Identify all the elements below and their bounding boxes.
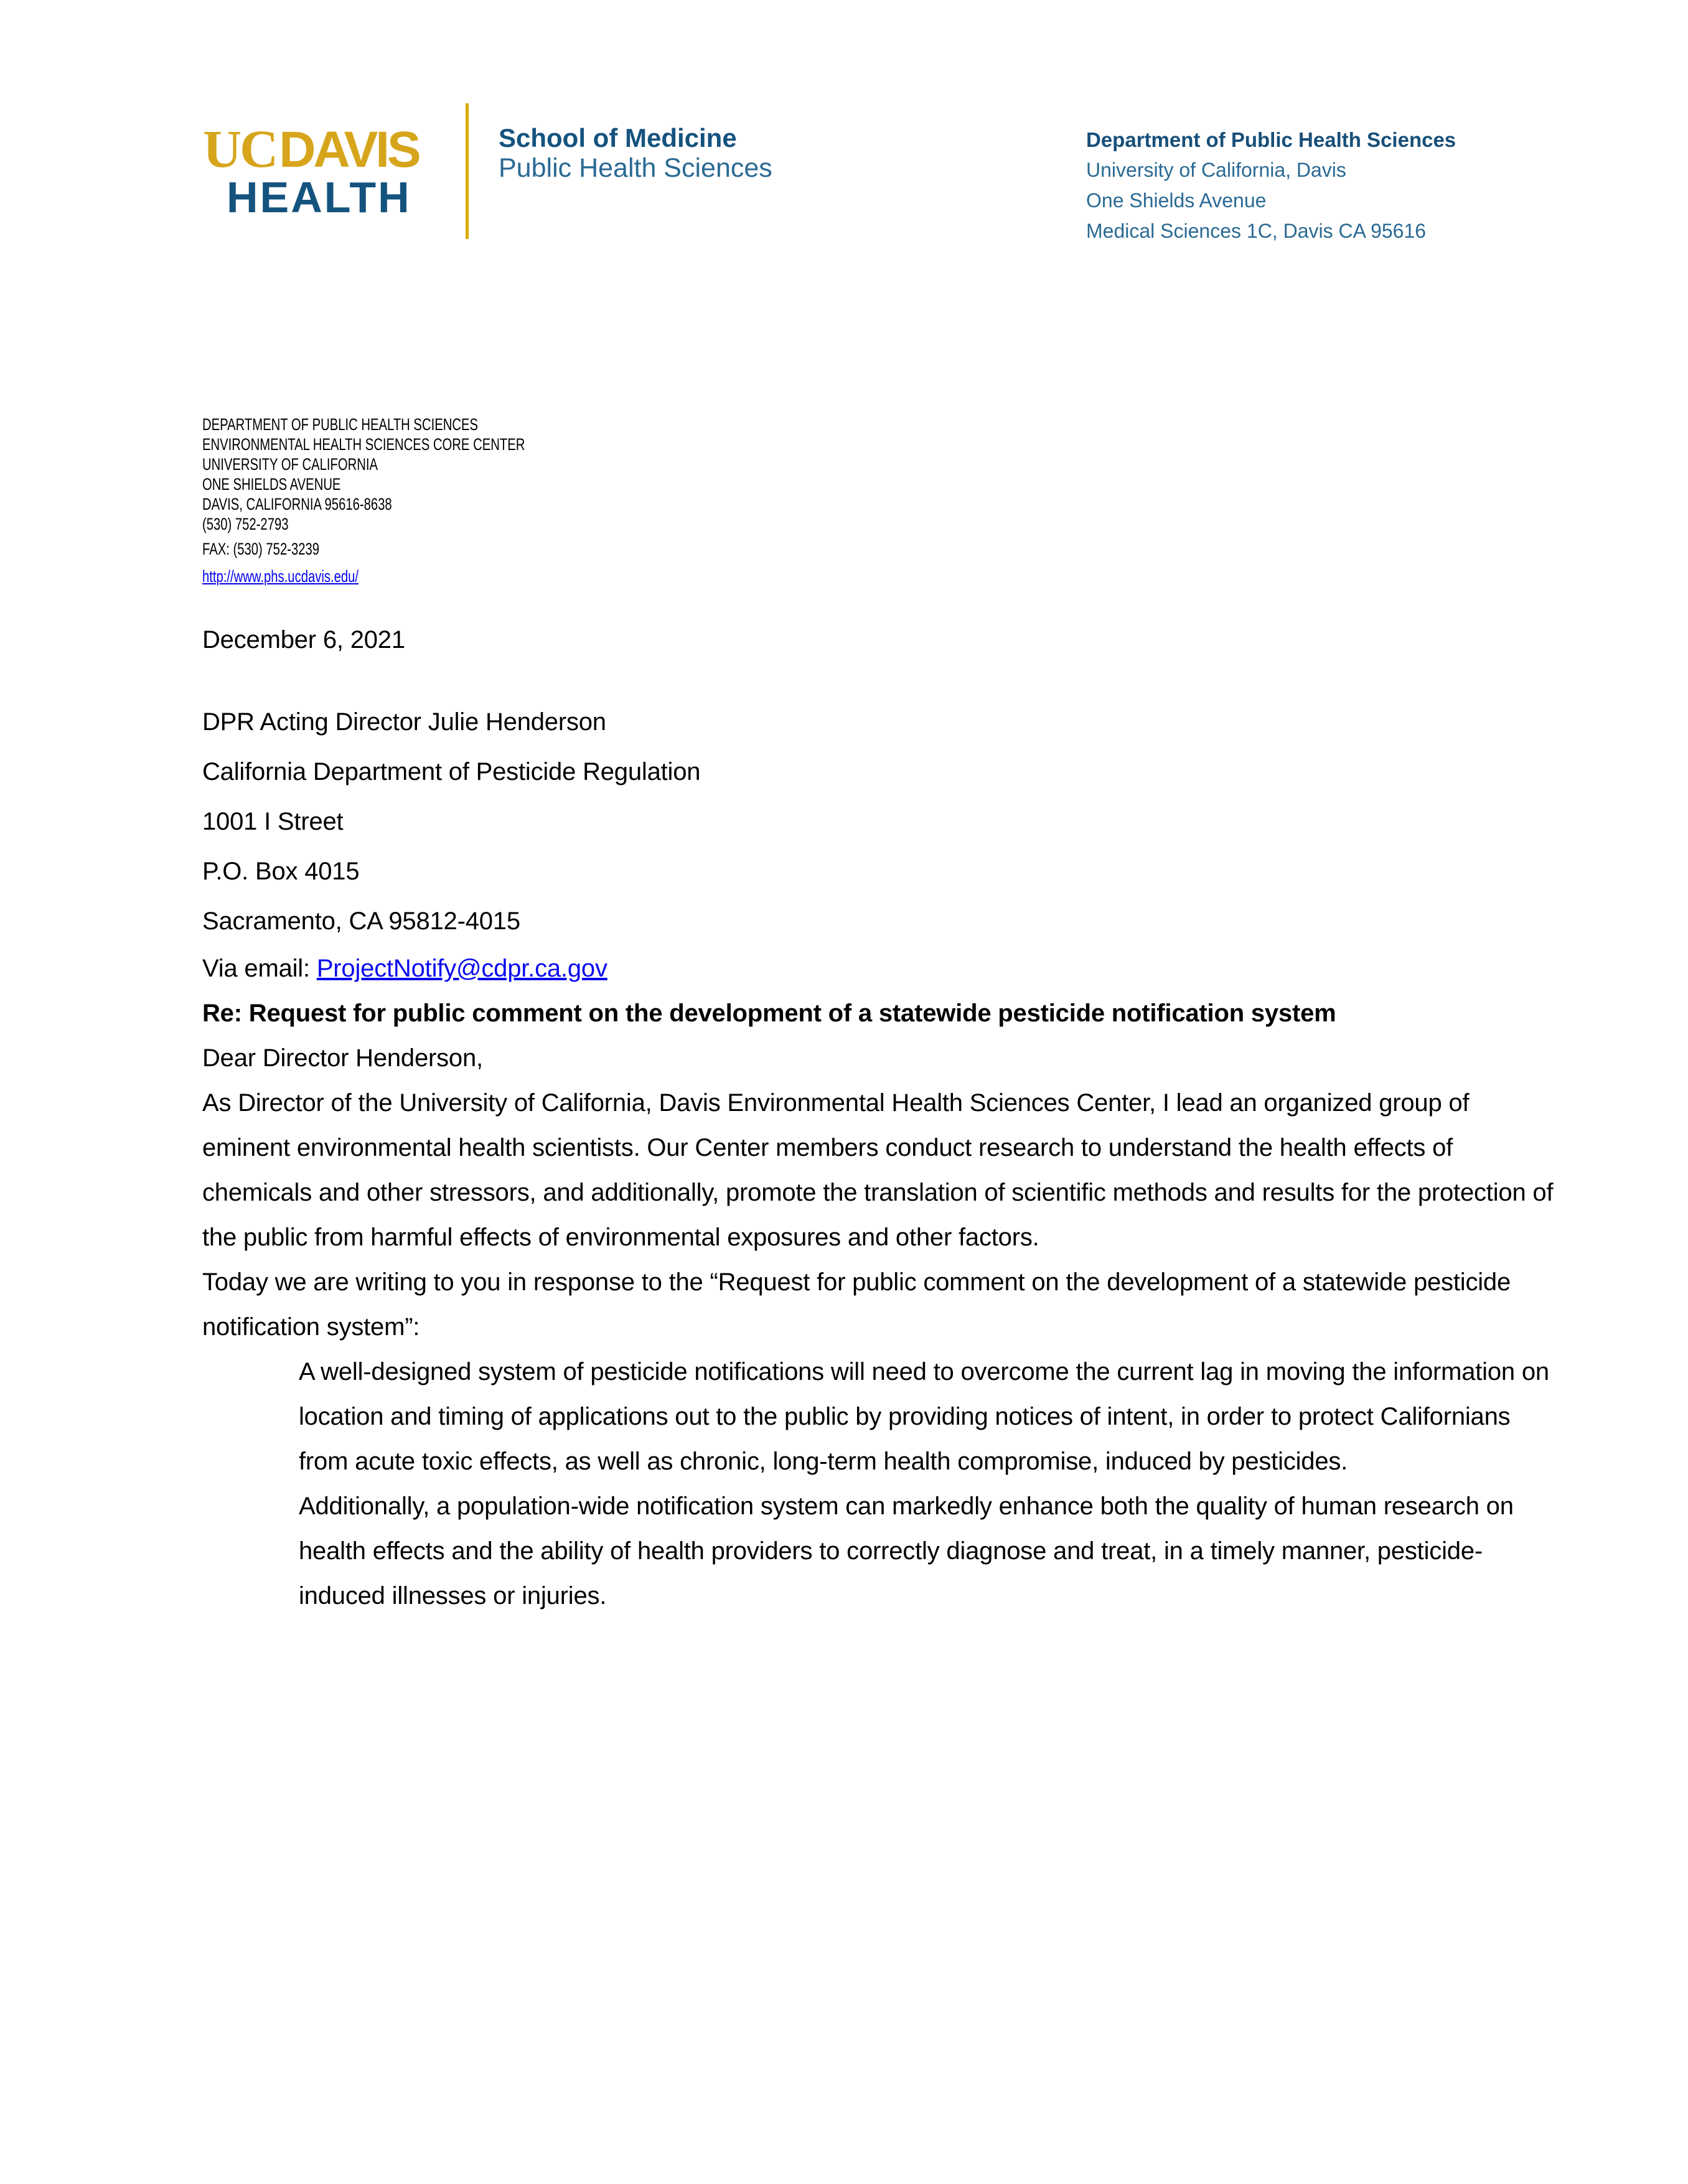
- school-of-medicine-label: School of Medicine: [499, 123, 737, 152]
- recipient-address-block: [202, 697, 1562, 946]
- department-address-block: [1086, 124, 1456, 246]
- recipient-line: California Department of Pesticide Regulation: [202, 758, 701, 785]
- logo-health-text: HEALTH: [227, 173, 411, 222]
- letter-body: [202, 617, 1562, 1618]
- body-paragraph: As Director of the University of California, Davis Environmental Health Sciences Center, I lead an organized group of eminent environmental health scientists. Our Center members conduct research to understand the health effects of chemicals and other stressors, and additionally, promote the translation of scientific methods and results for the protection of the public from harmful effects of environmental exposures and other factors.: [202, 1089, 1554, 1251]
- recipient-line: Sacramento, CA 95812-4015: [202, 907, 520, 935]
- body-paragraph: Today we are writing to you in response to the “Request for public comment on the development of a statewide pesticide notification system”:: [202, 1268, 1511, 1341]
- ucdavis-logo: [203, 119, 419, 179]
- via-email-label: Via email:: [202, 955, 317, 982]
- letterhead-block: [202, 415, 632, 586]
- masthead-gold-divider: [466, 103, 469, 239]
- letterhead-line: ENVIRONMENTAL HEALTH SCIENCES CORE CENTER: [202, 435, 525, 454]
- department-address-line: University of California, Davis: [1086, 159, 1346, 181]
- letterhead-website-line: [202, 566, 525, 586]
- letterhead-fax: FAX: (530) 752-3239: [202, 540, 320, 558]
- logo-uc-text: UC: [203, 119, 277, 179]
- letterhead-line: DEPARTMENT OF PUBLIC HEALTH SCIENCES: [202, 415, 478, 434]
- logo-davis-text: DAVIS: [279, 121, 419, 178]
- department-name: Department of Public Health Sciences: [1086, 128, 1456, 151]
- department-address-line: Medical Sciences 1C, Davis CA 95616: [1086, 220, 1427, 242]
- department-address-line: One Shields Avenue: [1086, 189, 1267, 212]
- school-block: [499, 123, 772, 183]
- indented-paragraph: A well-designed system of pesticide notifications will need to overcome the current lag in moving the information on location and timing of applications out to the public by providing notices of intent, in order to protect Californians from acute toxic effects, as well as chronic, long-term health compromise, induced by pesticides.: [299, 1358, 1549, 1475]
- indented-paragraph: Additionally, a population-wide notification system can markedly enhance both the quality of human research on health effects and the ability of health providers to correctly diagnose and treat, in a timely manner, pesticide-induced illnesses or injuries.: [299, 1493, 1514, 1610]
- subject-line: Re: Request for public comment on the development of a statewide pesticide notification system: [202, 1000, 1336, 1027]
- recipient-line: P.O. Box 4015: [202, 858, 360, 885]
- letter-date: December 6, 2021: [202, 626, 405, 654]
- salutation: Dear Director Henderson,: [202, 1044, 483, 1072]
- public-health-sciences-label: Public Health Sciences: [499, 153, 772, 183]
- project-notify-email-link[interactable]: ProjectNotify@cdpr.ca.gov: [316, 955, 607, 982]
- recipient-line: 1001 I Street: [202, 808, 344, 835]
- recipient-line: DPR Acting Director Julie Henderson: [202, 708, 606, 736]
- letterhead-line: DAVIS, CALIFORNIA 95616-8638: [202, 495, 392, 513]
- letterhead-phone: (530) 752-2793: [202, 515, 289, 533]
- via-email-line: [202, 946, 1562, 991]
- letterhead-line: ONE SHIELDS AVENUE: [202, 475, 341, 494]
- letterhead-line: UNIVERSITY OF CALIFORNIA: [202, 455, 378, 474]
- phs-website-link[interactable]: http://www.phs.ucdavis.edu/: [202, 567, 359, 586]
